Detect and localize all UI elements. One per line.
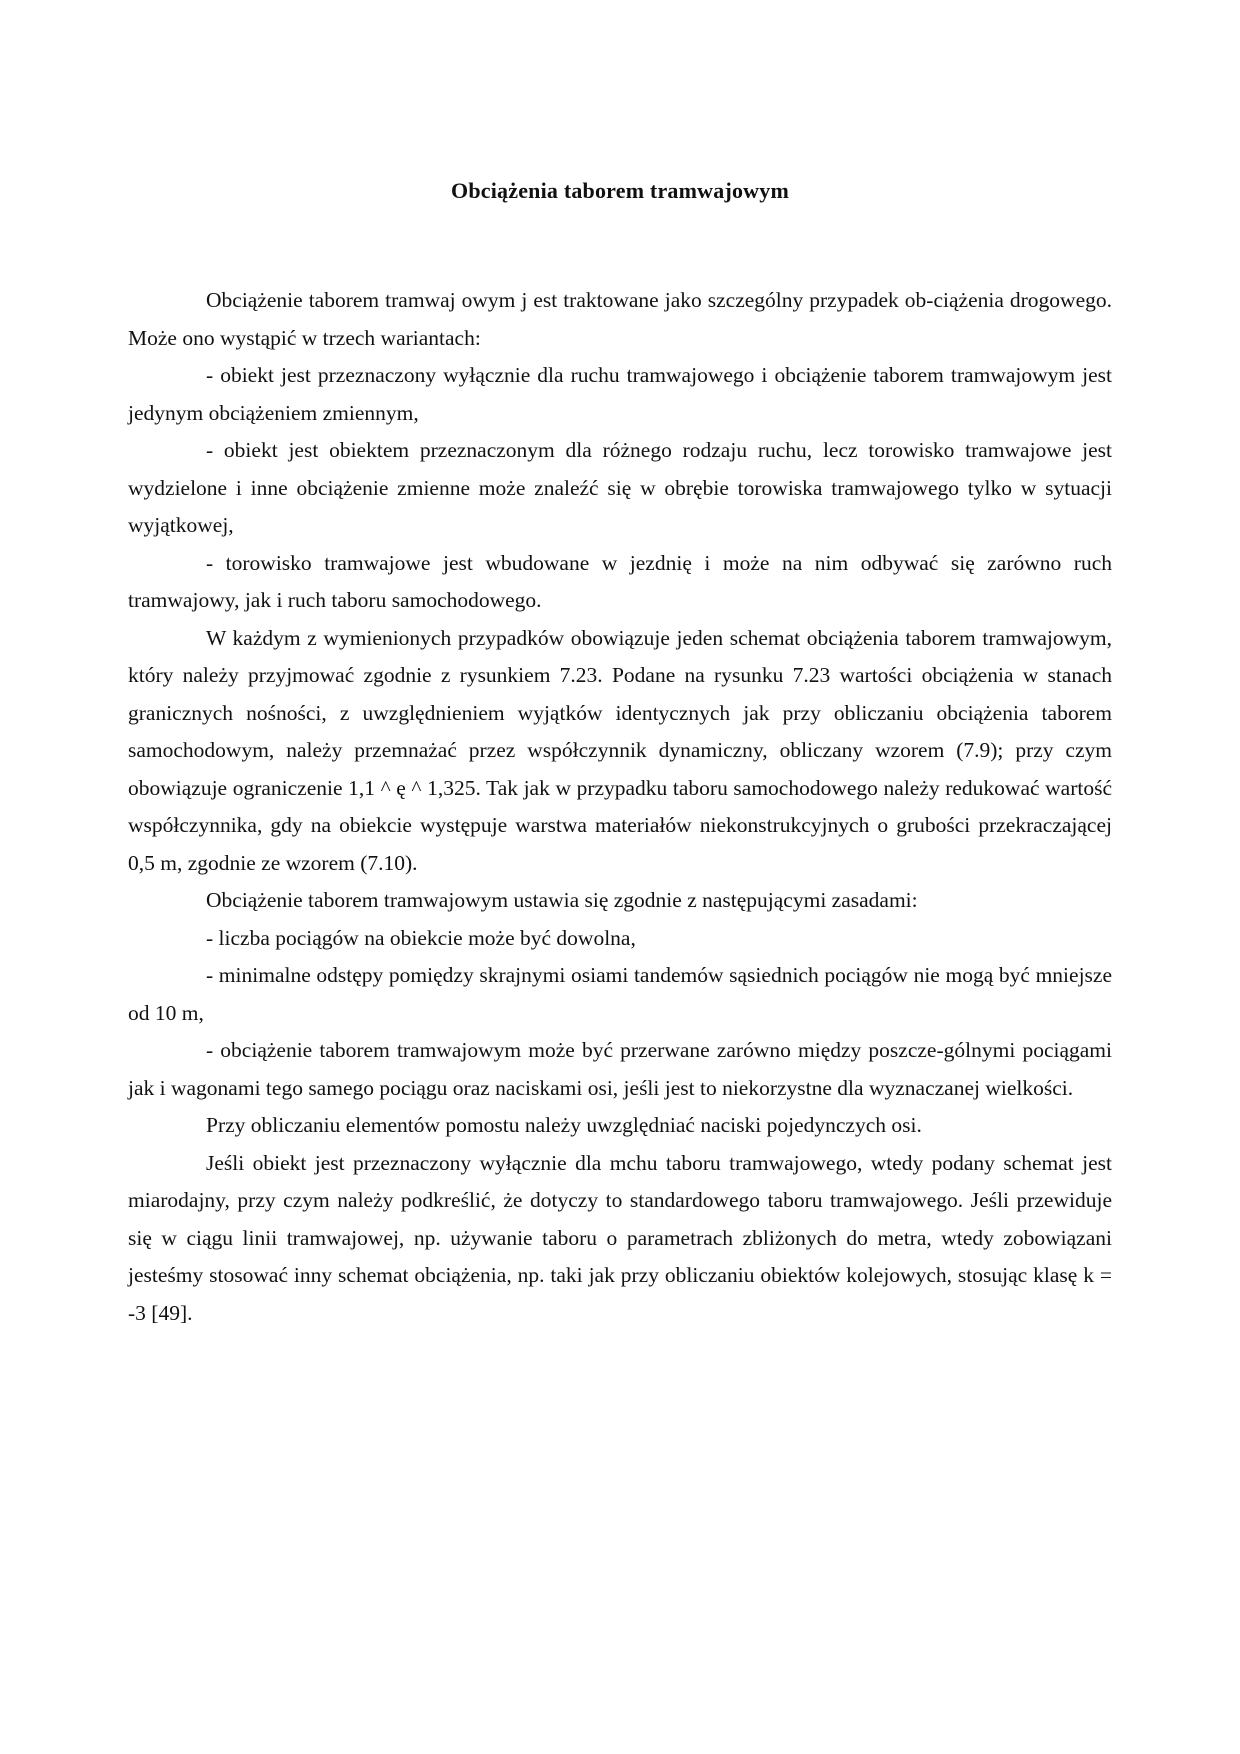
paragraph-rules-lead: Obciążenie taborem tramwajowym ustawia się zgodnie z następującymi zasadami: xyxy=(206,888,918,912)
paragraph-variant-3: - torowisko tramwajowe jest wbudowane w jezdnię i może na nim odbywać się zarówno ruch tramwajowy, jak i ruch taboru samochodowego. xyxy=(128,550,1112,612)
paragraph-schema: W każdym z wymienionych przypadków obowiązuje jeden schemat obciążenia taborem tramwajowym, który należy przyjmować zgodnie z rysunkiem 7.23. Podane na rysunku 7.23 wartości obciążenia w stanach granicznych nośności, z uwzględnieniem wyjątków identycznych jak przy obliczaniu obciążenia taborem samochodowym, należy przemnażać przez współczynnik dynamiczny, obliczany wzorem (7.9); przy czym obowiązuje ograniczenie 1,1 ^ ę ^ 1,325. Tak jak w przypadku taboru samochodowego należy redukować wartość współczynnika, gdy na obiekcie występuje warstwa materiałów niekonstrukcyjnych o grubości przekraczającej 0,5 m, zgodnie ze wzorem (7.10). xyxy=(128,625,1112,875)
paragraph-deck-elements: Przy obliczaniu elementów pomostu należy uwzględniać naciski pojedynczych osi. xyxy=(206,1113,922,1137)
paragraph-rule-1: - liczba pociągów na obiekcie może być dowolna, xyxy=(206,925,636,950)
paragraph-intro: Obciążenie taborem tramwaj owym j est traktowane jako szczególny przypadek ob-ciążenia drogowego. Może ono wystąpić w trzech wariantach: xyxy=(128,288,1112,350)
page-title: Obciążenia taborem tramwajowym xyxy=(451,178,789,203)
paragraph-variant-2: - obiekt jest obiektem przeznaczonym dla różnego rodzaju ruchu, lecz torowisko tramwajowe jest wydzielone i inne obciążenie zmienne może znaleźć się w obrębie torowiska tramwajowego tylko w sytuacji wyjątkowej, xyxy=(128,438,1112,537)
paragraph-standard-fleet: Jeśli obiekt jest przeznaczony wyłącznie dla mchu taboru tramwajowego, wtedy podany schemat jest miarodajny, przy czym należy podkreślić, że dotyczy to standardowego taboru tramwajowego. Jeśli przewiduje się w ciągu linii tramwajowej, np. używanie taboru o parametrach zbliżonych do metra, wtedy zobowiązani jesteśmy stosować inny schemat obciążenia, np. taki jak przy obliczaniu obiektów kolejowych, stosując klasę k = -3 [49]. xyxy=(128,1150,1112,1325)
paragraph-rule-3: - obciążenie taborem tramwajowym może być przerwane zarówno między poszcze-gólnymi pociągami jak i wagonami tego samego pociągu oraz naciskami osi, jeśli jest to niekorzystne dla wyznaczanej wielkości. xyxy=(128,1038,1112,1100)
paragraph-rule-2: - minimalne odstępy pomiędzy skrajnymi osiami tandemów sąsiednich pociągów nie mogą być mniejsze od 10 m, xyxy=(128,963,1112,1025)
document-body xyxy=(128,282,1112,1332)
paragraph-variant-1: - obiekt jest przeznaczony wyłącznie dla ruchu tramwajowego i obciążenie taborem tramwajowym jest jedynym obciążeniem zmiennym, xyxy=(128,363,1112,425)
